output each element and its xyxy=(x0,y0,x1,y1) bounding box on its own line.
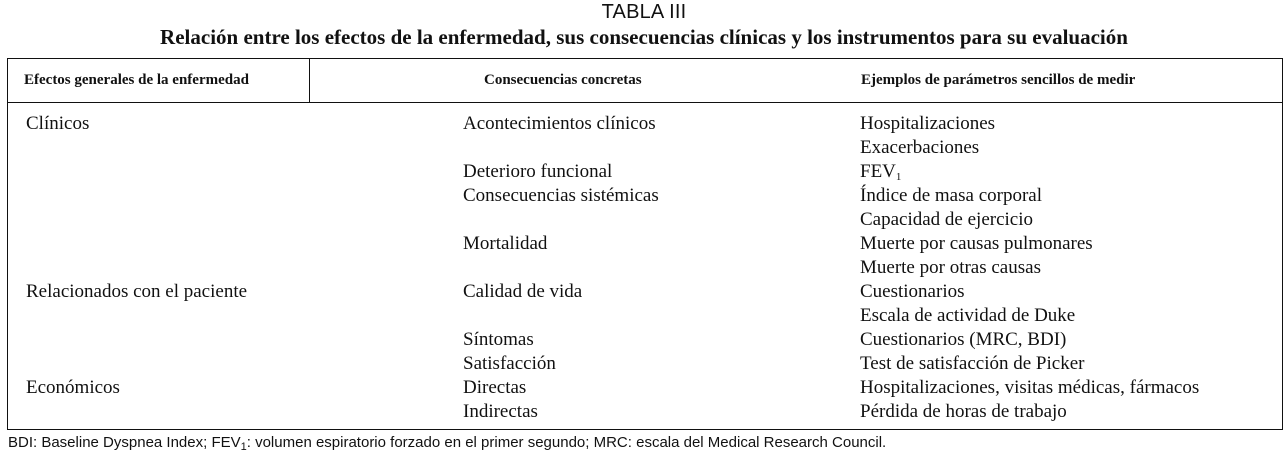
parameter-cell: Capacidad de ejercicio xyxy=(860,209,1034,230)
table-footnote xyxy=(8,434,886,453)
footnote-part1: BDI: Baseline Dyspnea Index; FEV xyxy=(8,434,241,451)
consequence-cell: Directas xyxy=(463,377,527,398)
header-consequences: Consecuencias concretas xyxy=(484,72,642,88)
footnote-part2: : volumen espiratorio forzado en el primer segundo; MRC: escala del Medical Research Council. xyxy=(246,434,887,451)
parameter-cell: Pérdida de horas de trabajo xyxy=(860,401,1067,422)
consequence-cell: Calidad de vida xyxy=(463,281,583,302)
parameter-cell: Escala de actividad de Duke xyxy=(860,305,1076,326)
header-effects: Efectos generales de la enfermedad xyxy=(24,72,249,88)
consequence-cell: Indirectas xyxy=(463,401,538,422)
effect-cell: Relacionados con el paciente xyxy=(26,281,248,302)
parameter-cell: Hospitalizaciones, visitas médicas, fármacos xyxy=(860,377,1200,398)
consequence-cell: Síntomas xyxy=(463,329,534,350)
fev-subscript: 1 xyxy=(895,171,902,183)
footnote-subscript: 1 xyxy=(240,441,247,453)
parameter-cell: Índice de masa corporal xyxy=(860,185,1042,206)
effect-cell: Clínicos xyxy=(26,113,90,134)
parameter-cell: Hospitalizaciones xyxy=(860,113,996,134)
table-header xyxy=(8,59,1282,103)
header-parameters: Ejemplos de parámetros sencillos de medir xyxy=(861,72,1136,88)
parameter-cell: Muerte por causas pulmonares xyxy=(860,233,1093,254)
consequence-cell: Acontecimientos clínicos xyxy=(463,113,656,134)
fev-label: FEV xyxy=(860,161,896,182)
data-table xyxy=(7,58,1283,430)
parameter-cell: Test de satisfacción de Picker xyxy=(860,353,1085,374)
consequence-cell: Satisfacción xyxy=(463,353,556,374)
parameter-cell: Cuestionarios (MRC, BDI) xyxy=(860,329,1067,350)
effect-cell: Económicos xyxy=(26,377,120,398)
header-divider xyxy=(309,59,310,102)
parameter-cell: Muerte por otras causas xyxy=(860,257,1041,278)
consequence-cell: Mortalidad xyxy=(463,233,548,254)
table-title: Relación entre los efectos de la enfermedad, sus consecuencias clínicas y los instrumentos para su evaluación xyxy=(160,25,1128,49)
parameter-cell: Cuestionarios xyxy=(860,281,965,302)
consequence-cell: Consecuencias sistémicas xyxy=(463,185,659,206)
consequence-cell: Deterioro funcional xyxy=(463,161,613,182)
parameter-cell: Exacerbaciones xyxy=(860,137,980,158)
table-caption: TABLA III xyxy=(601,1,687,23)
